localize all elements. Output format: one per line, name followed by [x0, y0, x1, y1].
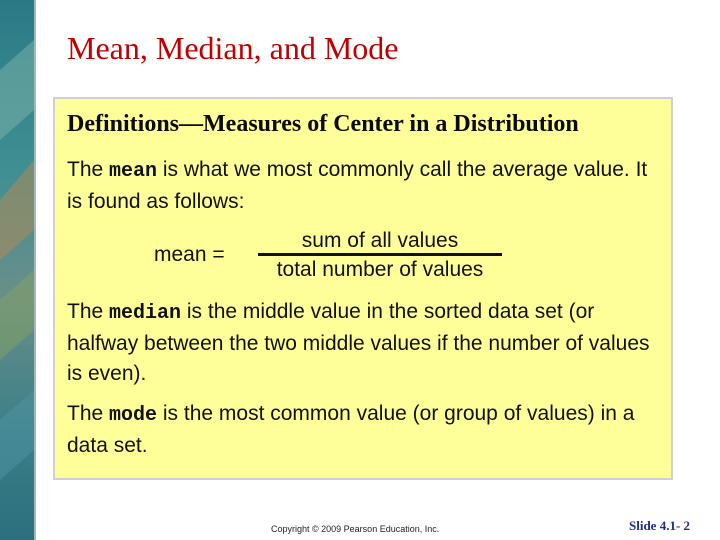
stripe-divider	[34, 0, 36, 540]
mode-term: mode	[109, 404, 158, 427]
slide-number: Slide 4.1- 2	[629, 518, 691, 533]
median-definition	[67, 297, 667, 389]
mean-definition	[67, 155, 667, 217]
box-heading: Definitions—Measures of Center in a Distribution	[67, 111, 579, 137]
median-text-before: The	[67, 300, 110, 323]
mode-definition	[67, 399, 667, 461]
decorative-side-stripe	[0, 0, 34, 540]
copyright-notice: Copyright © 2009 Pearson Education, Inc.	[271, 524, 440, 534]
mean-formula-fraction	[258, 229, 502, 282]
definitions-box	[53, 97, 673, 480]
mean-text-after: is what we most commonly call the average value. It is found as follows:	[67, 158, 648, 213]
median-term: median	[109, 302, 182, 325]
mode-text-after: is the most common value (or group of values) in a data set.	[67, 402, 635, 457]
fraction-bar	[258, 253, 502, 256]
slide-title: Mean, Median, and Mode	[67, 30, 399, 66]
formula-label: mean =	[154, 243, 225, 266]
mean-text-before: The	[67, 158, 110, 181]
formula-numerator: sum of all values	[301, 229, 459, 252]
formula-denominator: total number of values	[276, 258, 484, 281]
mode-text-before: The	[67, 402, 110, 425]
mean-term: mean	[109, 160, 158, 183]
median-text-after: is the middle value in the sorted data set (or halfway between the two middle values if the number of values is even).	[67, 300, 650, 385]
